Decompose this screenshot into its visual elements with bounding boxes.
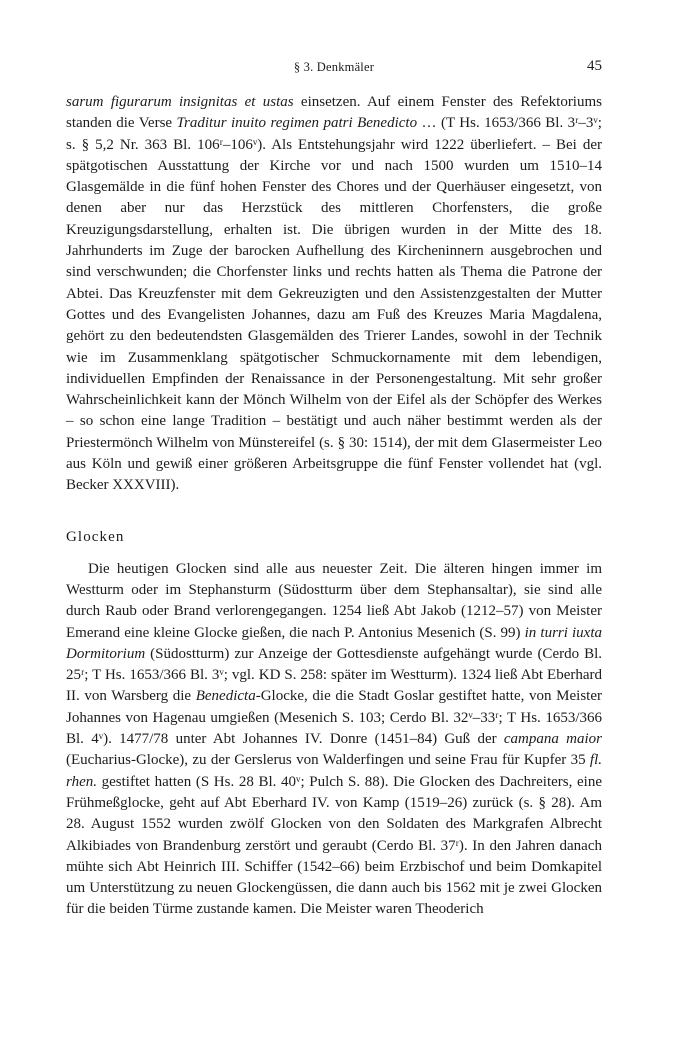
italic-text-run: in turri iuxta Dormitorium [66, 624, 603, 662]
text-run: -Glocke, die die Stadt Goslar gestiftet hatte, von Meister Johannes von Hagenau umgießen (Mesenich S. 103; Cerdo Bl. 32ᵛ–33ʳ; T Hs. 1653/366 Bl. 4ᵛ). 1477/78 unter Abt Johannes IV. Donre (1451–84) Guß der [66, 688, 603, 748]
page-number: 45 [587, 58, 602, 74]
page-body [66, 92, 602, 921]
paragraph-glocken [66, 559, 602, 921]
italic-text-run: Benedicta [195, 688, 256, 705]
italic-text-run: campana maior [503, 731, 602, 748]
text-run: einsetzen. Auf einem Fenster des Refektoriums standen die Verse [66, 94, 602, 132]
italic-text-run: fl. rhen. [66, 752, 602, 790]
italic-text-run: sarum figurarum insignitas et ustas [66, 94, 294, 110]
section-heading-glocken: Glocken [66, 528, 125, 545]
text-run: gestiftet hatten (S Hs. 28 Bl. 40ᵛ; Pulch S. 88). Die Glocken des Dachreiters, eine Frühmeßglocke, geht auf Abt Eberhard IV. von Kamp (1519–26) zurück (s. § 28). Am 28. August 1552 wurden zwölf Glocken von den Soldaten des Markgrafen Albrecht Alkibiades von Brandenburg zerstört und geraubt (Cerdo Bl. 37ʳ). In den Jahren danach mühte sich Abt Heinrich III. Schiffer (1542–66) beim Erzbischof und beim Domkapitel um Unterstützung zu neuen Glockengüssen, die dann auch bis 1562 mit je zwei Glocken für die beiden Türme zustande kamen. Die Meister waren Theoderich [66, 773, 602, 918]
italic-text-run: Traditur inuito regimen patri Benedicto [176, 115, 418, 132]
paragraph-glasgemaelde [66, 92, 602, 497]
running-header [66, 58, 602, 78]
text-run: (Südostturm) zur Anzeige der Gottesdienste aufgehängt wurde (Cerdo Bl. 25ʳ; T Hs. 1653/366 Bl. 3ᵛ; vgl. KD S. 258: später im Westturm). 1324 ließ Abt Eberhard II. von Warsberg die [66, 645, 602, 705]
text-run: … (T Hs. 1653/366 Bl. 3ʳ–3ᵛ; s. § 5,2 Nr. 363 Bl. 106ʳ–106ᵛ). Als Entstehungsjahr wird 1222 überliefert. – Bei der spätgotischen Ausstattung der Kirche vor und nach 1500 wurden um 1510–14 Glasgemälde in die fünf hohen Fenster des Chores und der Querhäuser eingesetzt, von denen aber nur das Herzstück des mittleren Chorfensters, die große Kreuzigungsdarstellung, erhalten ist. Die übrigen wurden in der Mitte des 18. Jahrhunderts im Zuge der barocken Aufhellung des Kircheninnern ausgebrochen und sind verschwunden; die Chorfenster links und rechts hatten als Thema die Patrone der Abtei. Das Kreuzfenster mit dem Gekreuzigten und den Assistenzgestalten der Mutter Gottes und des Evangelisten Johannes, dazu am Fuß des Kreuzes Maria Magdalena, gehört zu den bedeutendsten Glasgemälden des Trierer Landes, sowohl in der Technik wie im Zusammenklang spätgotischer Schmuckornamente mit dem lebendigen, individuellen Empfinden der Renaissance in der Personengestaltung. Mit sehr großer Wahrscheinlichkeit kann der Mönch Wilhelm von der Eifel als der Schöpfer des Werkes – so schon eine lange Tradition – bestätigt und auch näher bestimmt werden als der Priestermönch Wilhelm von Münstereifel (s. § 30: 1514), der mit dem Glasermeister Leo aus Köln und gewiß einer größeren Arbeitsgruppe die fünf Fenster vollendet hat (vgl. Becker XXXVIII). [66, 115, 602, 494]
text-run: (Eucharius-Glocke), zu der Gerslerus von Walderfingen und seine Frau für Kupfer 35 [66, 752, 590, 769]
text-run: Die heutigen Glocken sind alle aus neuester Zeit. Die älteren hingen immer im Westturm oder im Stephansturm (Südostturm über dem Stephansaltar), sie sind alle durch Raub oder Brand verlorengegangen. 1254 ließ Abt Jakob (1212–57) von Meister Emerand eine kleine Glocke gießen, die nach P. Antonius Mesenich (S. 99) [66, 560, 602, 641]
running-title: § 3. Denkmäler [293, 60, 375, 74]
